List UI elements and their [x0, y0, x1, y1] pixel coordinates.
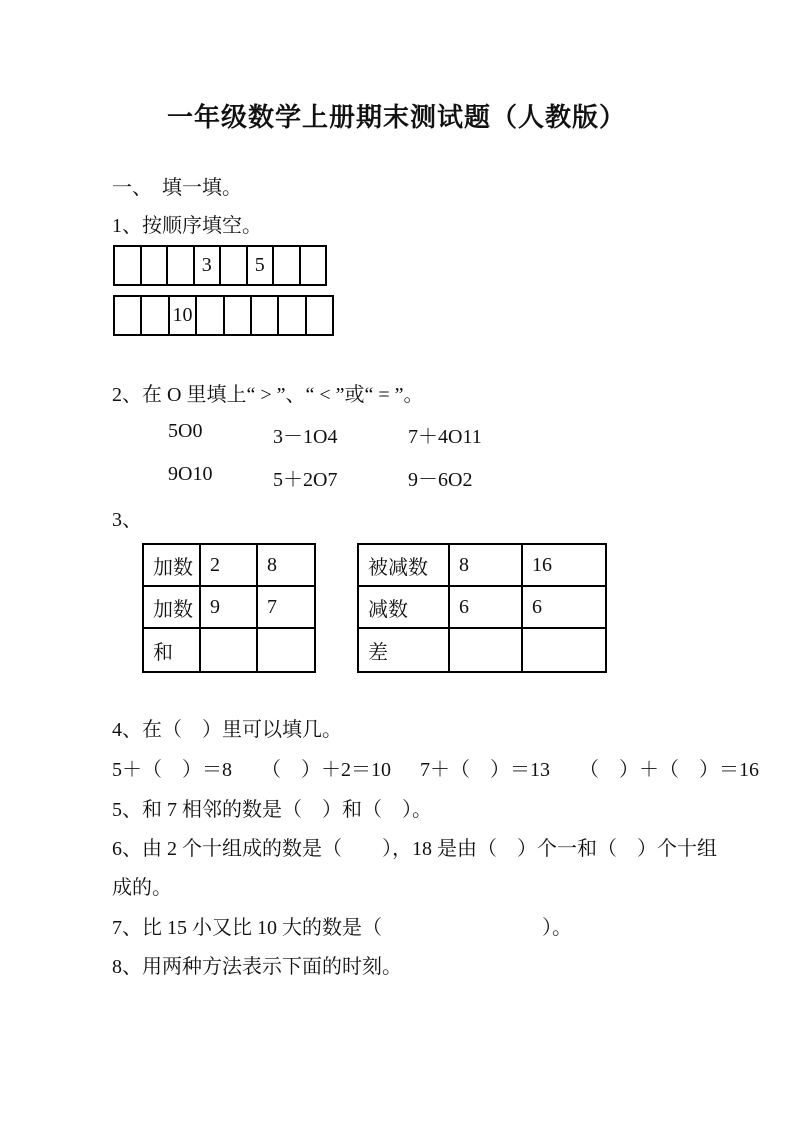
- section-1-heading: 一、 填一填。: [112, 177, 242, 199]
- grid-cell: 5: [248, 247, 275, 284]
- q3-addition-table: [142, 543, 316, 673]
- table-cell: 2: [201, 545, 258, 587]
- q5-text: 5、和 7 相邻的数是（ ）和（ ）。: [112, 799, 432, 821]
- q1-number-grid-1: [113, 245, 327, 286]
- table-cell: 9: [201, 587, 258, 629]
- grid-cell: [168, 247, 195, 284]
- table-cell: 被减数: [359, 545, 450, 587]
- q2-label: 2、在 O 里填上“ > ”、“ < ”或“ = ”。: [112, 384, 424, 406]
- q1-label: 1、按顺序填空。: [112, 215, 262, 237]
- q4-equation: （ ）＋2＝10: [261, 759, 391, 781]
- grid-cell: [115, 297, 142, 334]
- q2-expression: 7＋4O11: [408, 426, 482, 448]
- q2-expression: 5O0: [168, 420, 203, 442]
- q7-text: 7、比 15 小又比 10 大的数是（ ）。: [112, 917, 572, 939]
- table-cell: 8: [450, 545, 523, 587]
- q4-equation: （ ）＋（ ）＝16: [579, 759, 759, 781]
- grid-cell: 10: [170, 297, 197, 334]
- q3-subtraction-table: [357, 543, 607, 673]
- table-cell: [450, 629, 523, 671]
- grid-cell: [307, 297, 332, 334]
- q2-expression: 3－1O4: [273, 426, 338, 448]
- grid-cell: 3: [195, 247, 222, 284]
- grid-cell: [142, 247, 169, 284]
- table-cell: 差: [359, 629, 450, 671]
- table-cell: 6: [523, 587, 605, 629]
- q4-label: 4、在（ ）里可以填几。: [112, 719, 342, 741]
- q2-expression: 5＋2O7: [273, 469, 338, 491]
- table-cell: 加数: [144, 587, 201, 629]
- table-cell: [258, 629, 314, 671]
- q2-expression: 9－6O2: [408, 469, 473, 491]
- table-cell: 和: [144, 629, 201, 671]
- q3-label: 3、: [112, 509, 142, 531]
- table-cell: 加数: [144, 545, 201, 587]
- q4-equation: 5＋（ ）＝8: [112, 759, 232, 781]
- table-cell: 16: [523, 545, 605, 587]
- grid-cell: [115, 247, 142, 284]
- q8-text: 8、用两种方法表示下面的时刻。: [112, 956, 402, 978]
- grid-cell: [225, 297, 252, 334]
- grid-cell: [274, 247, 301, 284]
- grid-cell: [301, 247, 326, 284]
- table-cell: [201, 629, 258, 671]
- grid-cell: [279, 297, 306, 334]
- grid-cell: [221, 247, 248, 284]
- grid-cell: [252, 297, 279, 334]
- q2-expression: 9O10: [168, 463, 213, 485]
- q1-number-grid-2: [113, 295, 334, 336]
- table-cell: 6: [450, 587, 523, 629]
- q6-text-line2: 成的。: [112, 877, 172, 899]
- table-cell: [523, 629, 605, 671]
- worksheet-title: 一年级数学上册期末测试题（人教版）: [166, 103, 626, 132]
- grid-cell: [197, 297, 224, 334]
- q6-text-line1: 6、由 2 个十组成的数是（ ），18 是由（ ）个一和（ ）个十组: [112, 838, 717, 860]
- grid-cell: [142, 297, 169, 334]
- table-cell: 8: [258, 545, 314, 587]
- table-cell: 7: [258, 587, 314, 629]
- q4-equations-row: [112, 753, 759, 782]
- table-cell: 减数: [359, 587, 450, 629]
- q4-equation: 7＋（ ）＝13: [420, 759, 550, 781]
